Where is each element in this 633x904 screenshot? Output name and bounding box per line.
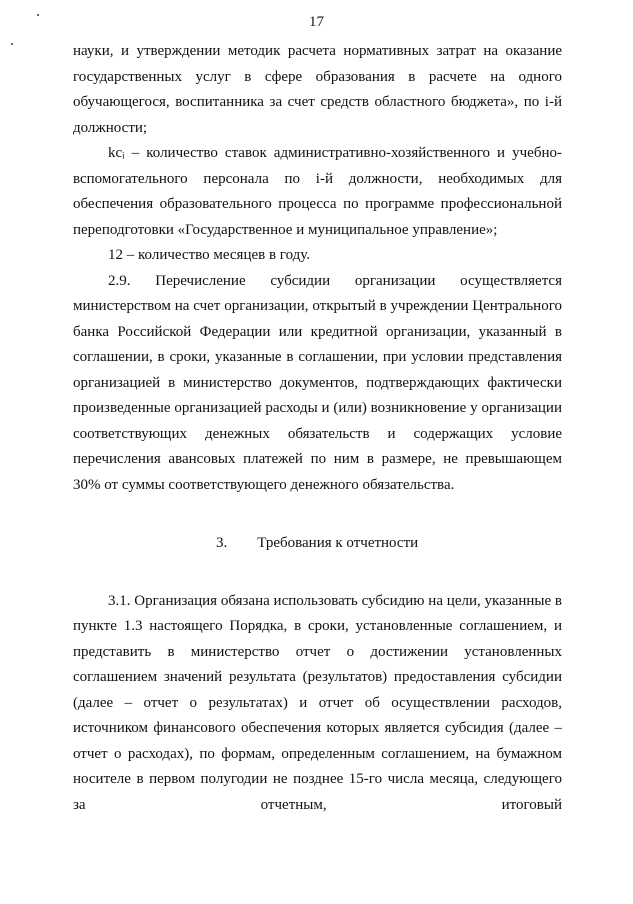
document-body <box>73 39 562 818</box>
section-number: 3. <box>216 535 228 551</box>
paragraph: 12 – количество месяцев в году. <box>108 247 311 263</box>
paragraph: науки, и утверждении методик расчета нормативных затрат на оказание государственных услуг в сфере образования в расчете на одного обучающегося, воспитанника за счет средств областного бюджета», по i-й должности; <box>73 43 562 136</box>
scan-speck <box>11 43 13 45</box>
section-heading <box>73 531 562 557</box>
page-number: 17 <box>309 14 324 30</box>
paragraph: 3.1. Организация обязана использовать субсидию на цели, указанные в пункте 1.3 настоящего Порядка, в сроки, установленные соглашением, и представить в министерство отчет о достижении установленных соглашением значений результата (результатов) предоставления субсидии (далее – отчет о результатах) и отчет об осуществлении расходов, источником финансового обеспечения которых является субсидия (далее – отчет о расходах), по формам, определенным соглашением, на бумажном носителе в первом полугодии не позднее 15-го числа месяца, следующего за отчетным, итоговый <box>73 592 562 813</box>
paragraph: 2.9. Перечисление субсидии организации осуществляется министерством на счет организации, открытый в учреждении Центрального банка Российской Федерации или кредитной организации, указанный в соглашении, в сроки, указанные в соглашении, при условии представления организацией в министерство документов, подтверждающих фактически произведенные организацией расходы и (или) возникновение у организации соответствующих денежных обязательств и содержащих условие перечисления авансовых платежей по ним в размере, не превышающем 30% от суммы соответствующего денежного обязательства. <box>73 272 562 493</box>
section-title: Требования к отчетности <box>257 535 419 551</box>
paragraph: kcᵢ – количество ставок административно-хозяйственного и учебно-вспомогательного персонала по i-й должности, необходимых для обеспечения образовательного процесса по программе профессиональной переподготовки «Государственное и муниципальное управление»; <box>73 145 562 238</box>
